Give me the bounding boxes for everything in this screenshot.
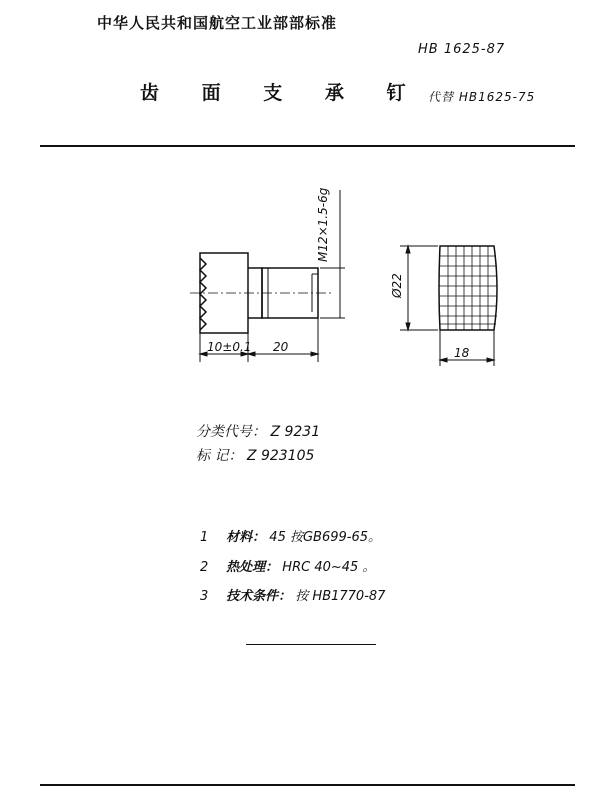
serrated-face (200, 258, 206, 330)
note-material (200, 526, 381, 545)
marking-value: Z 923105 (246, 448, 315, 464)
bottom-rule (40, 784, 575, 786)
standard-number: HB 1625-87 (418, 42, 506, 57)
classification-code-label: 分类代号： (196, 424, 266, 440)
head-length-dim: 10±0.1 (207, 340, 252, 354)
note-heat-treatment (200, 556, 375, 575)
document-title: 齿 面 支 承 钉 (140, 82, 424, 104)
total-length-dim: 20 (273, 340, 289, 354)
note-number: 3 (200, 589, 209, 604)
replaces-standard: 代替 HB1625-75 (428, 90, 536, 104)
face-view (400, 246, 497, 366)
note-label: 热处理： (226, 560, 279, 575)
end-rule (246, 644, 376, 645)
diameter-dim: Ø22 (390, 273, 404, 298)
thread-spec-label: M12×1.5-6g (316, 187, 330, 262)
note-number: 2 (200, 560, 209, 575)
classification-code-row (196, 421, 320, 441)
note-number: 1 (200, 530, 209, 545)
face-width-dim: 18 (454, 346, 470, 360)
note-technical-conditions (200, 585, 385, 604)
marking-row (196, 445, 314, 465)
marking-label: 标 记： (196, 448, 243, 464)
note-value: 按 HB1770-87 (295, 589, 386, 604)
classification-code-value: Z 9231 (270, 424, 321, 440)
note-value: HRC 40~45 。 (282, 560, 376, 575)
issuing-organization: 中华人民共和国航空工业部部标准 (97, 14, 338, 32)
note-label: 材料： (226, 530, 266, 545)
note-value: 45 按GB699-65。 (269, 530, 382, 545)
note-label: 技术条件： (226, 589, 292, 604)
